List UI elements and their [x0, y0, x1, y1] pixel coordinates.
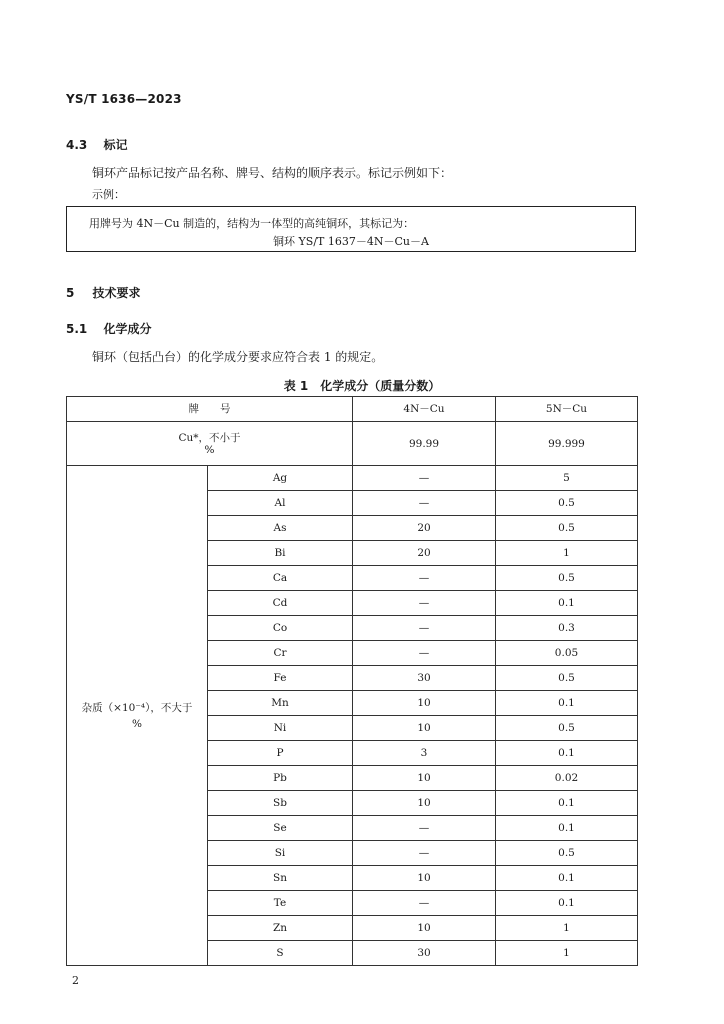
value-5n-cell: 0.1	[496, 816, 638, 841]
value-5n-cell: 0.5	[496, 491, 638, 516]
value-5n-cell: 0.05	[496, 641, 638, 666]
element-cell: Mn	[208, 691, 353, 716]
section-4-3-text: 铜环产品标记按产品名称、牌号、结构的顺序表示。标记示例如下：	[92, 166, 453, 180]
value-4n-cell: 20	[353, 541, 496, 566]
section-5-1-heading	[66, 320, 151, 337]
section-4-3-heading	[66, 136, 127, 153]
value-5n-cell: 0.5	[496, 841, 638, 866]
value-4n-cell: —	[353, 816, 496, 841]
section-number: 5.1	[66, 322, 88, 336]
section-title: 标记	[103, 138, 128, 152]
value-4n-cell: 30	[353, 941, 496, 966]
cu-label: Cu*，不小于	[178, 431, 241, 444]
value-5n-cell: 0.1	[496, 791, 638, 816]
value-5n-cell: 0.5	[496, 516, 638, 541]
value-5n-cell: 0.02	[496, 766, 638, 791]
element-cell: Al	[208, 491, 353, 516]
section-title: 技术要求	[92, 286, 141, 300]
value-5n-cell: 0.1	[496, 741, 638, 766]
value-4n-cell: —	[353, 616, 496, 641]
value-4n-cell: 10	[353, 916, 496, 941]
cu-value-4n: 99.99	[353, 422, 496, 466]
chemical-composition-table	[66, 396, 638, 966]
element-cell: Ni	[208, 716, 353, 741]
element-cell: Cr	[208, 641, 353, 666]
value-4n-cell: —	[353, 841, 496, 866]
example-box	[66, 206, 636, 252]
example-line-2: 铜环 YS/T 1637－4N－Cu－A	[273, 235, 429, 248]
cu-row	[67, 422, 638, 466]
value-4n-cell: 30	[353, 666, 496, 691]
example-label: 示例：	[92, 188, 125, 201]
impurity-unit: %	[132, 717, 142, 730]
value-5n-cell: 0.1	[496, 591, 638, 616]
value-5n-cell: 1	[496, 941, 638, 966]
element-cell: Si	[208, 841, 353, 866]
example-line-1: 用牌号为 4N－Cu 制造的，结构为一体型的高纯铜环，其标记为：	[89, 217, 415, 230]
value-4n-cell: 10	[353, 791, 496, 816]
element-cell: S	[208, 941, 353, 966]
cu-label-cell	[67, 422, 353, 466]
value-4n-cell: 10	[353, 866, 496, 891]
value-5n-cell: 0.5	[496, 566, 638, 591]
value-5n-cell: 0.1	[496, 691, 638, 716]
cu-value-5n: 99.999	[496, 422, 638, 466]
value-4n-cell: —	[353, 641, 496, 666]
table-header-row	[67, 397, 638, 422]
element-cell: Sb	[208, 791, 353, 816]
value-5n-cell: 0.1	[496, 866, 638, 891]
page-number: 2	[72, 974, 79, 987]
value-4n-cell: 3	[353, 741, 496, 766]
standard-number: YS/T 1636—2023	[66, 92, 182, 106]
section-number: 4.3	[66, 138, 88, 152]
value-5n-cell: 0.5	[496, 716, 638, 741]
element-cell: Co	[208, 616, 353, 641]
grade-5n-header: 5N－Cu	[496, 397, 638, 422]
grade-header-cell: 牌 号	[67, 397, 353, 422]
value-5n-cell: 0.5	[496, 666, 638, 691]
element-cell: Zn	[208, 916, 353, 941]
grade-4n-header: 4N－Cu	[353, 397, 496, 422]
value-4n-cell: 10	[353, 691, 496, 716]
element-cell: Se	[208, 816, 353, 841]
element-cell: Fe	[208, 666, 353, 691]
element-cell: Te	[208, 891, 353, 916]
value-4n-cell: —	[353, 566, 496, 591]
element-cell: Pb	[208, 766, 353, 791]
section-number: 5	[66, 286, 75, 300]
element-cell: As	[208, 516, 353, 541]
element-cell: Ag	[208, 466, 353, 491]
value-4n-cell: —	[353, 591, 496, 616]
value-4n-cell: 10	[353, 716, 496, 741]
element-cell: Ca	[208, 566, 353, 591]
impurity-label: 杂质（×10⁻⁴），不大于	[81, 701, 193, 714]
value-5n-cell: 0.3	[496, 616, 638, 641]
cu-unit: %	[204, 443, 215, 456]
element-cell: Bi	[208, 541, 353, 566]
element-cell: Cd	[208, 591, 353, 616]
value-4n-cell: —	[353, 466, 496, 491]
impurity-label-cell	[67, 466, 208, 966]
value-5n-cell: 1	[496, 916, 638, 941]
section-title: 化学成分	[103, 322, 152, 336]
value-4n-cell: —	[353, 891, 496, 916]
value-5n-cell: 5	[496, 466, 638, 491]
value-4n-cell: 10	[353, 766, 496, 791]
value-4n-cell: —	[353, 491, 496, 516]
section-5-1-text: 铜环（包括凸台）的化学成分要求应符合表 1 的规定。	[92, 350, 384, 364]
element-cell: P	[208, 741, 353, 766]
table-row	[67, 466, 638, 491]
value-5n-cell: 1	[496, 541, 638, 566]
element-cell: Sn	[208, 866, 353, 891]
value-5n-cell: 0.1	[496, 891, 638, 916]
table-caption: 表 1 化学成分（质量分数）	[283, 379, 441, 393]
value-4n-cell: 20	[353, 516, 496, 541]
section-5-heading	[66, 284, 141, 301]
